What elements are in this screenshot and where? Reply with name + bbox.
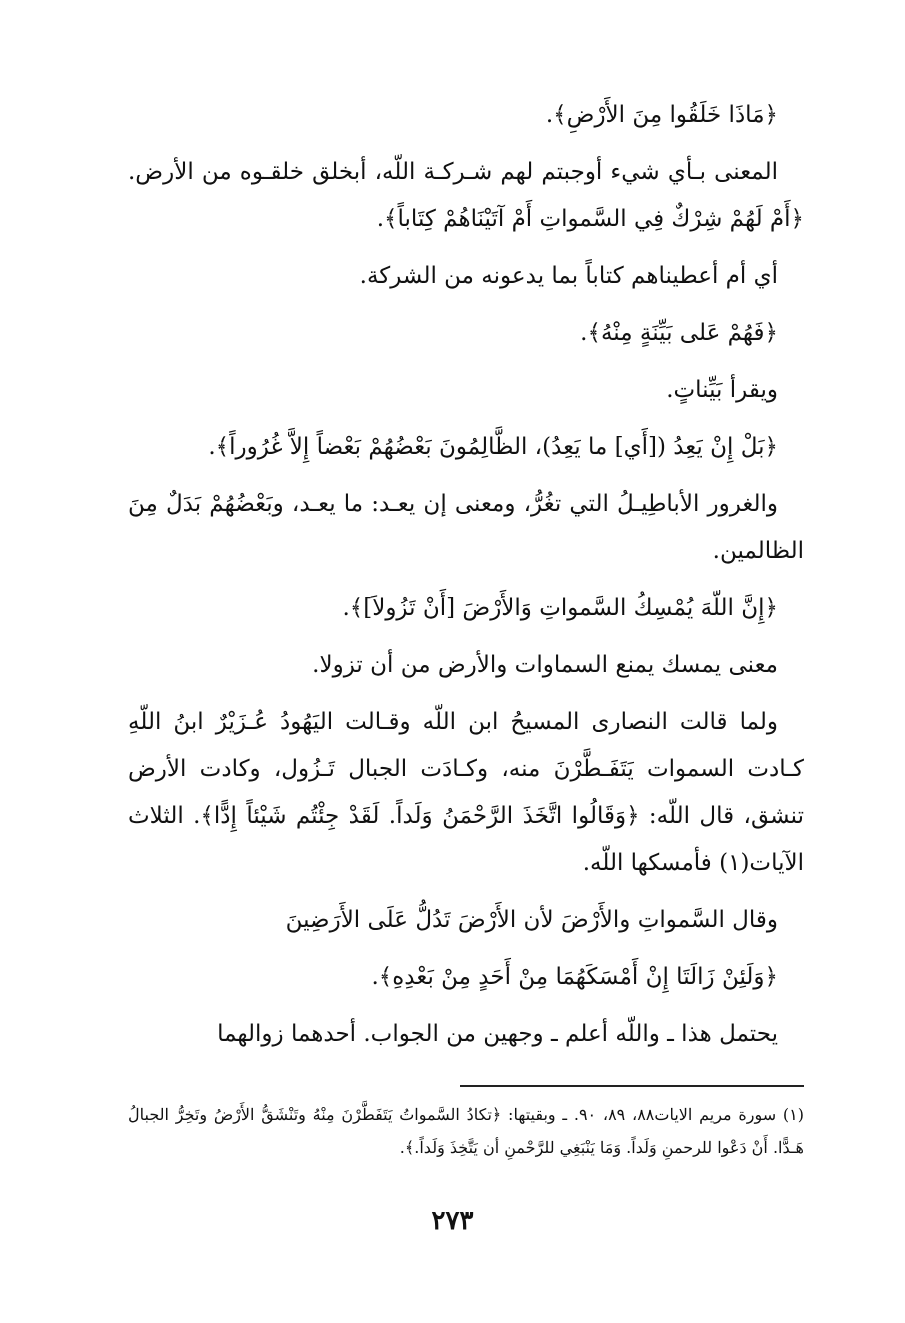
page-number: ٢٧٣ [431, 1206, 474, 1236]
footnote-divider [460, 1085, 804, 1087]
commentary-paragraph: معنى يمسك يمنع السماوات والأرض من أن تزولا. [312, 652, 778, 678]
commentary-paragraph: وقال السَّمواتِ والأَرْضَ لأن الأَرْضَ تَدُلُّ عَلَى الأَرَضِينَ [285, 907, 778, 933]
commentary-paragraph: أي أم أعطيناهم كتاباً بما يدعونه من الشركة. [359, 263, 778, 289]
commentary-paragraph: ولما قالت النصارى المسيحُ ابن اللّه وقـالت اليَهُودُ عُـزَيْرٌ ابنُ اللّهِ كـادت السموات يَتَفَـطَّرْنَ منه، وكـادَت الجبال تَـزُول، وكادت الأرض تنشق، قال اللّه: ﴿وَقَالُوا اتَّخَذَ الرَّحْمَنُ وَلَداً. لَقَدْ جِئْتُم شَيْئاً إِدًّا﴾. الثلاث الآيات(١) فأمسكها اللّه. [128, 709, 804, 876]
verse-paragraph: ﴿فَهُمْ عَلى بَيِّنَةٍ مِنْهُ﴾. [580, 320, 778, 346]
commentary-paragraph: المعنى بـأي شيء أوجبتم لهم شـركـة اللّه، أبخلق خلقـوه من الأرض.﴿أَمْ لَهُمْ شِرْكٌ فِي السَّمواتِ أَمْ آتَيْنَاهُمْ كِتَاباً﴾. [128, 159, 804, 232]
verse-paragraph: ﴿مَاذَا خَلَقُوا مِنَ الأَرْضِ﴾. [545, 102, 778, 128]
commentary-paragraph: يحتمل هذا ـ واللّه أعلم ـ وجهين من الجواب. أحدهما زوالهما [217, 1021, 778, 1047]
commentary-paragraph: والغرور الأباطِيـلُ التي تغُرُّ، ومعنى إن يعـد: ما يعـد، وبَعْضُهُمْ بَدَلٌ مِنَ الظالمين. [128, 491, 804, 564]
footnote: (١) سورة مريم الايات٨٨، ٨٩، ٩٠. ـ وبقيتها: ﴿تكادُ السَّمواتُ يَتَفَطَّرْنَ مِنْهُ وتَنْشَقُّ الأَرْضُ وتَخِرُّ الجبالُ هَـدًّا. أَنْ دَعْوا للرحمنِ وَلَداً. وَمَا يَنْبَغِي للرَّحْمنِ أن يَتَّخِذَ وَلَداً.﴾. [128, 1105, 805, 1157]
verse-paragraph: ﴿إِنَّ اللّهَ يُمْسِكُ السَّمواتِ وَالأَرْضَ [أَنْ تَزُولاَ]﴾. [342, 595, 778, 621]
page-body [128, 92, 804, 1068]
commentary-paragraph: ويقرأ بَيِّناتٍ. [666, 377, 778, 403]
verse-paragraph: ﴿وَلَئِنْ زَالَتَا إِنْ أَمْسَكَهُمَا مِنْ أَحَدٍ مِنْ بَعْدِهِ﴾. [371, 964, 778, 990]
verse-paragraph: ﴿بَلْ إِنْ يَعِدُ ([أَي] ما يَعِدُ)، الظَّالِمُونَ بَعْضُهُمْ بَعْضاً إِلاَّ غُرُوراً﴾. [208, 434, 778, 460]
